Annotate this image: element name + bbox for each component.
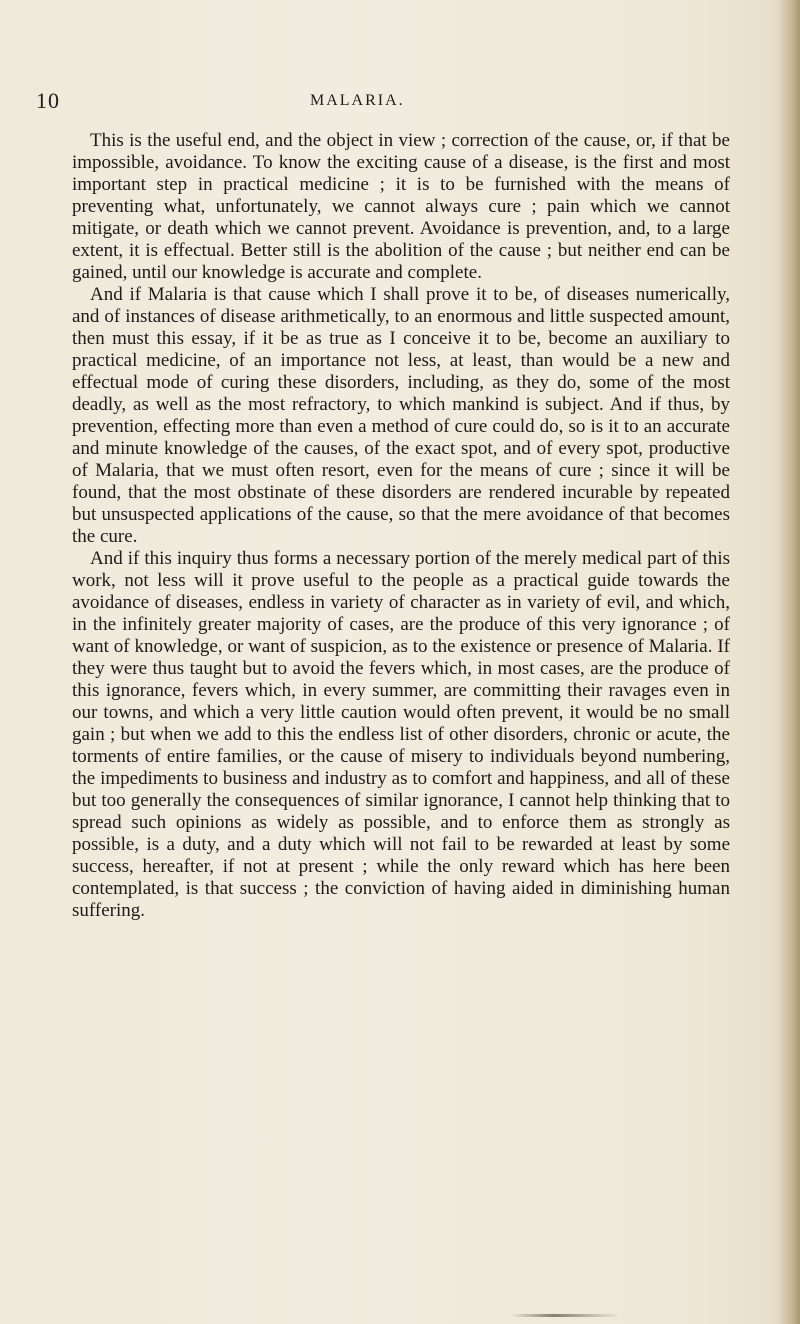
ink-smudge [510, 1314, 620, 1317]
running-title: MALARIA. [310, 92, 405, 109]
running-header [36, 88, 736, 114]
paragraph-1: This is the useful end, and the object in view ; correction of the cause, or, if that be impossible, avoidance. To know the exciting cause of a disease, is the first and most important step in practical medicine ; it is to be furnished with the means of preventing what, unfortunately, we cannot always cure ; pain which we cannot mitigate, or death which we cannot prevent. Avoidance is prevention, and, to a large extent, it is effectual. Better still is the abolition of the cause ; but neither end can be gained, until our knowledge is accurate and complete. [72, 130, 730, 283]
body-text [72, 130, 730, 922]
page-edge-shadow [778, 0, 800, 1324]
paragraph-2: And if Malaria is that cause which I shall prove it to be, of diseases numerically, and of instances of disease arithmetically, to an enormous and little suspected amount, then must this essay, if it be as true as I conceive it to be, become an auxiliary to practical medicine, of an importance not less, at least, than would be a new and effectual mode of curing these disorders, including, as they do, some of the most deadly, as well as the most refractory, to which mankind is subject. And if thus, by prevention, effecting more than even a method of cure could do, so is it to an accurate and minute knowledge of the causes, of the exact spot, and of every spot, productive of Malaria, that we must often resort, even for the means of cure ; since it will be found, that the most obstinate of these disorders are rendered incurable by repeated but unsuspected applications of the cause, so that the mere avoidance of that becomes the cure. [72, 284, 730, 547]
paragraph-3: And if this inquiry thus forms a necessary portion of the merely medical part of this work, not less will it prove useful to the people as a practical guide towards the avoidance of diseases, endless in variety of character as in variety of evil, and which, in the infinitely greater majority of cases, are the produce of this very ignorance ; of want of knowledge, or want of suspicion, as to the existence or presence of Malaria. If they were thus taught but to avoid the fevers which, in most cases, are the produce of this ignorance, fevers which, in every summer, are committing their ravages even in our towns, and which a very little caution would often prevent, it would be no small gain ; but when we add to this the endless list of other disorders, chronic or acute, the torments of entire families, or the cause of misery to individuals beyond numbering, the impediments to business and industry as to comfort and happiness, and all of these but too generally the consequences of similar ignorance, I cannot help thinking that to spread such opinions as widely as possible, and to enforce them as strongly as possible, is a duty, and a duty which will not fail to be rewarded at least by some success, hereafter, if not at present ; while the only reward which has here been contemplated, is that success ; the conviction of having aided in diminishing human suffering. [72, 548, 730, 921]
page-number: 10 [36, 88, 60, 113]
